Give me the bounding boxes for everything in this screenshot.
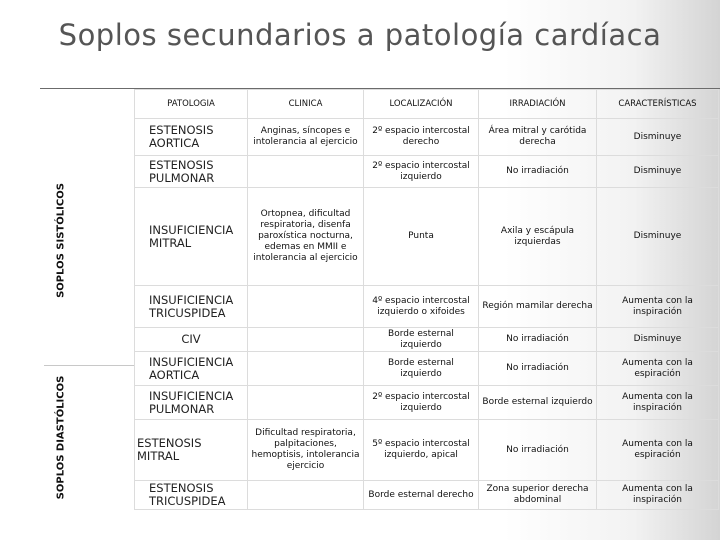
header-patologia: PATOLOGIA bbox=[135, 90, 248, 119]
cell-clinica: Anginas, síncopes e intolerancia al ejercicio bbox=[248, 119, 364, 156]
cell-caracteristicas: Aumenta con la espiración bbox=[597, 352, 719, 386]
cell-irradiacion: Área mitral y carótida derecha bbox=[479, 119, 597, 156]
table-row bbox=[135, 386, 719, 420]
cell-irradiacion: Borde esternal izquierdo bbox=[479, 386, 597, 420]
table-row bbox=[135, 352, 719, 386]
header-clinica: CLINICA bbox=[248, 90, 364, 119]
cell-localizacion: 2º espacio intercostal derecho bbox=[364, 119, 479, 156]
cell-localizacion: 4º espacio intercostal izquierdo o xifoides bbox=[364, 286, 479, 328]
table-row bbox=[135, 286, 719, 328]
cell-caracteristicas: Disminuye bbox=[597, 188, 719, 286]
side-label-diastolicos: SOPLOS DIASTÓLICOS bbox=[55, 375, 67, 500]
table-row bbox=[135, 188, 719, 286]
cell-clinica bbox=[248, 481, 364, 510]
table-row bbox=[135, 481, 719, 510]
cell-localizacion: Borde esternal derecho bbox=[364, 481, 479, 510]
cell-irradiacion: No irradiación bbox=[479, 420, 597, 481]
cell-clinica bbox=[248, 156, 364, 188]
cell-patologia: INSUFICIENCIA PULMONAR bbox=[135, 386, 248, 420]
cell-localizacion: 2º espacio intercostal izquierdo bbox=[364, 386, 479, 420]
cell-clinica bbox=[248, 386, 364, 420]
cell-patologia: INSUFICIENCIA AORTICA bbox=[135, 352, 248, 386]
header-localizacion: LOCALIZACIÓN bbox=[364, 90, 479, 119]
cell-localizacion: Borde esternal izquierdo bbox=[364, 328, 479, 352]
header-irradiacion: IRRADIACIÓN bbox=[479, 90, 597, 119]
cell-patologia: ESTENOSIS MITRAL bbox=[135, 420, 248, 481]
cell-irradiacion: No irradiación bbox=[479, 352, 597, 386]
table-row bbox=[135, 420, 719, 481]
cell-caracteristicas: Aumenta con la inspiración bbox=[597, 481, 719, 510]
cell-patologia: ESTENOSIS TRICUSPIDEA bbox=[135, 481, 248, 510]
side-label-sistolicos: SOPLOS SISTÓLICOS bbox=[55, 183, 67, 298]
cell-patologia: ESTENOSIS PULMONAR bbox=[135, 156, 248, 188]
cell-caracteristicas: Disminuye bbox=[597, 328, 719, 352]
cell-localizacion: 5º espacio intercostal izquierdo, apical bbox=[364, 420, 479, 481]
cell-localizacion: Borde esternal izquierdo bbox=[364, 352, 479, 386]
cell-caracteristicas: Disminuye bbox=[597, 119, 719, 156]
cell-clinica bbox=[248, 328, 364, 352]
cell-caracteristicas: Disminuye bbox=[597, 156, 719, 188]
cell-irradiacion: Axila y escápula izquierdas bbox=[479, 188, 597, 286]
cell-patologia: CIV bbox=[135, 328, 248, 352]
header-row bbox=[135, 90, 719, 119]
cell-clinica bbox=[248, 352, 364, 386]
cell-clinica bbox=[248, 286, 364, 328]
cell-caracteristicas: Aumenta con la espiración bbox=[597, 420, 719, 481]
table-row bbox=[135, 119, 719, 156]
header-caracteristicas: CARACTERÍSTICAS bbox=[597, 90, 719, 119]
cell-patologia: INSUFICIENCIA TRICUSPIDEA bbox=[135, 286, 248, 328]
cell-localizacion: 2º espacio intercostal izquierdo bbox=[364, 156, 479, 188]
cell-caracteristicas: Aumenta con la inspiración bbox=[597, 286, 719, 328]
cell-localizacion: Punta bbox=[364, 188, 479, 286]
cell-clinica: Ortopnea, dificultad respiratoria, disenfa paroxística nocturna, edemas en MMII e intolerancia al ejercicio bbox=[248, 188, 364, 286]
murmurs-table bbox=[134, 89, 719, 510]
cell-patologia: INSUFICIENCIA MITRAL bbox=[135, 188, 248, 286]
cell-clinica: Dificultad respiratoria, palpitaciones, hemoptisis, intolerancia ejercicio bbox=[248, 420, 364, 481]
table-row bbox=[135, 328, 719, 352]
page-title: Soplos secundarios a patología cardíaca bbox=[58, 18, 662, 52]
cell-irradiacion: No irradiación bbox=[479, 156, 597, 188]
table-row bbox=[135, 156, 719, 188]
cell-irradiacion: Región mamilar derecha bbox=[479, 286, 597, 328]
cell-patologia: ESTENOSIS AORTICA bbox=[135, 119, 248, 156]
cell-caracteristicas: Aumenta con la inspiración bbox=[597, 386, 719, 420]
cell-irradiacion: No irradiación bbox=[479, 328, 597, 352]
cell-irradiacion: Zona superior derecha abdominal bbox=[479, 481, 597, 510]
